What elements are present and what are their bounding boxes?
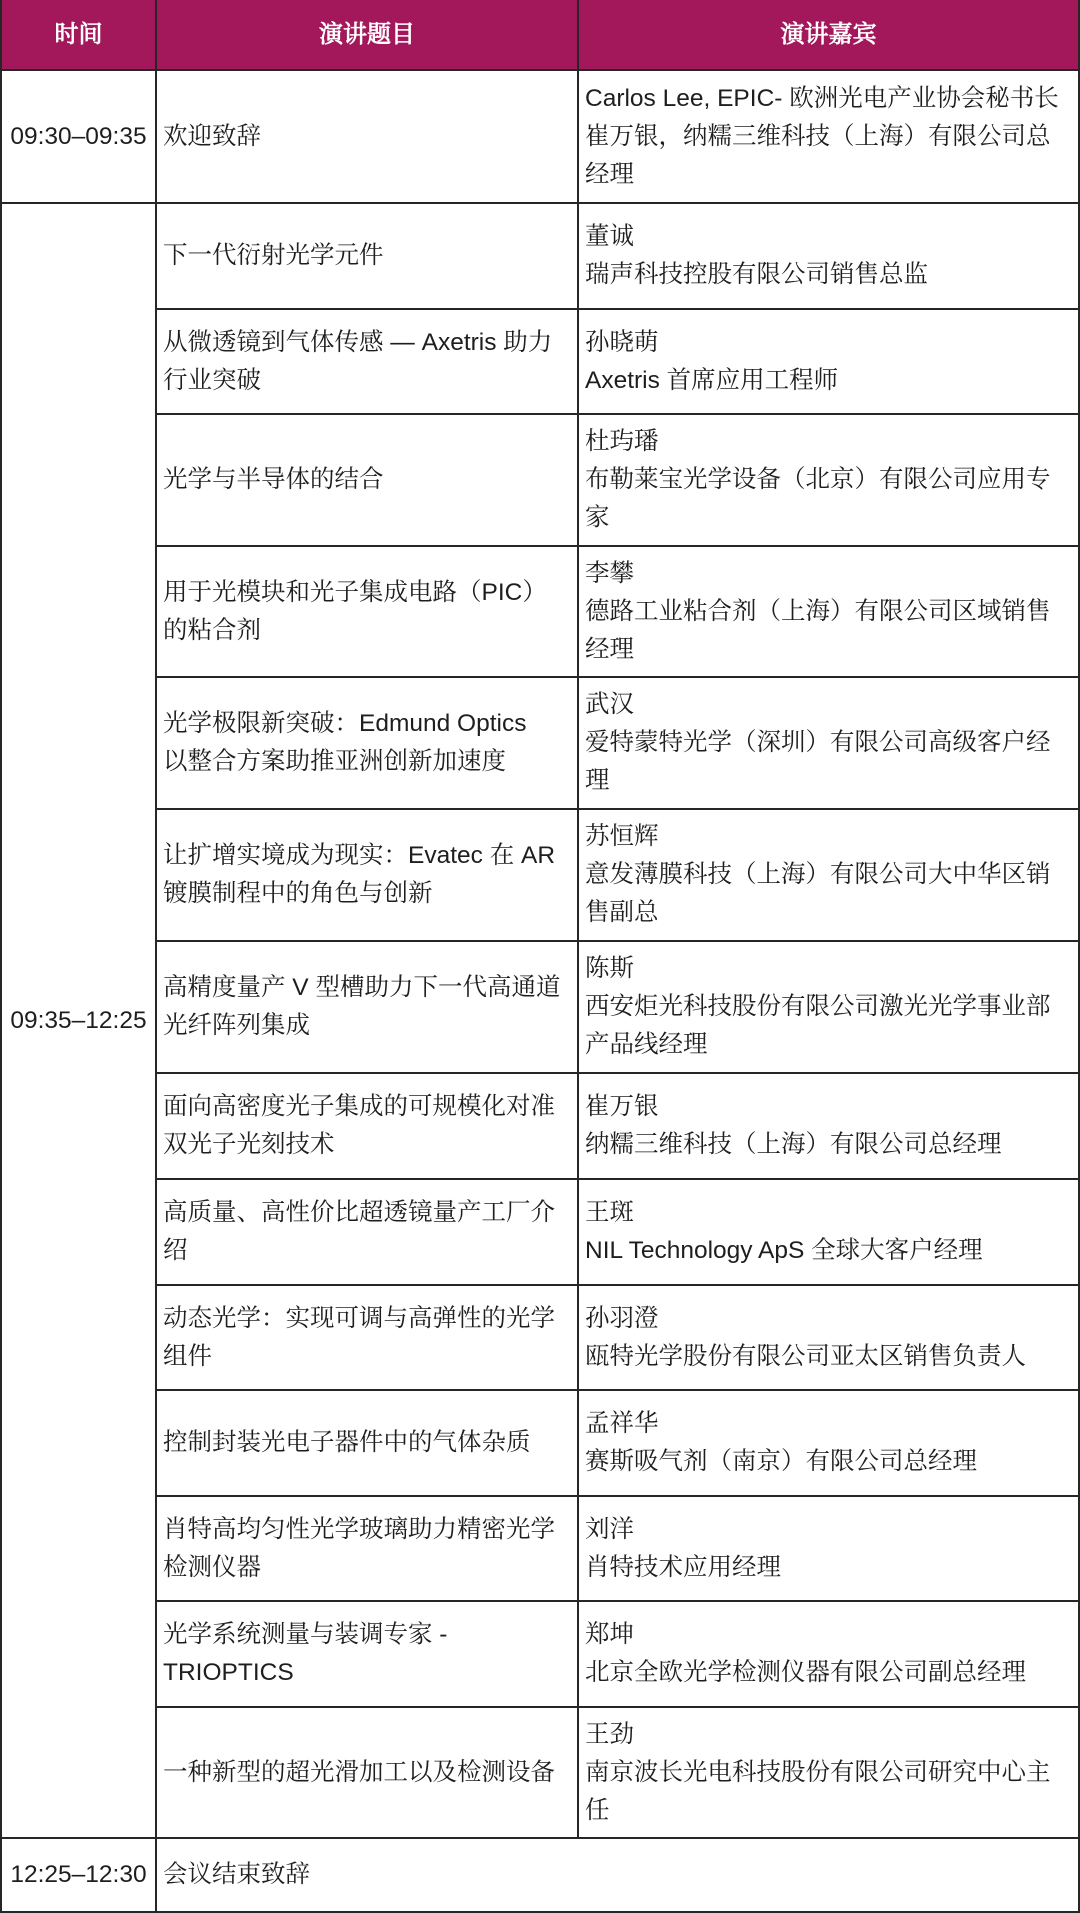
speaker-affiliation: 肖特技术应用经理 xyxy=(585,1553,781,1581)
speaker-affiliation: 西安炬光科技股份有限公司激光光学事业部 xyxy=(585,993,1051,1020)
talk-title-line: 动态光学：实现可调与高弹性的光学 xyxy=(163,1304,555,1332)
talk-title xyxy=(157,1074,579,1180)
speaker-name: 李攀 xyxy=(585,559,634,587)
speaker-name: 苏恒辉 xyxy=(585,823,659,850)
header-title-label: 演讲题目 xyxy=(319,20,415,48)
talk-title-line: 高精度量产 V 型槽助力下一代高通道 xyxy=(163,974,561,1001)
talk-title xyxy=(157,1391,579,1497)
header-speaker-label: 演讲嘉宾 xyxy=(780,20,877,48)
talk-title-line: 用于光模块和光子集成电路（PIC） xyxy=(163,578,547,606)
speaker-cell xyxy=(579,1074,1080,1180)
talk-title xyxy=(157,942,579,1074)
talk-title-line: 一种新型的超光滑加工以及检测设备 xyxy=(163,1758,555,1786)
talk-title xyxy=(157,810,579,942)
talk-title-line: 欢迎致辞 xyxy=(163,122,261,150)
speaker-affiliation: 理 xyxy=(585,767,610,794)
talk-title-line: 让扩增实境成为现实：Evatec 在 AR xyxy=(163,842,556,869)
session-time xyxy=(2,204,157,1839)
talk-title-line: 检测仪器 xyxy=(163,1553,261,1581)
speaker-affiliation: 任 xyxy=(585,1796,610,1824)
speaker-cell xyxy=(579,1708,1080,1839)
speaker-name: 董诚 xyxy=(585,223,634,250)
speaker-cell xyxy=(579,810,1080,942)
talk-title xyxy=(157,1497,579,1602)
talk-title xyxy=(157,547,579,678)
speaker-affiliation: Axetris 首席应用工程师 xyxy=(585,366,839,394)
time-text: 09:30–09:35 xyxy=(10,122,147,150)
speaker-affiliation: 爱特蒙特光学（深圳）有限公司高级客户经 xyxy=(585,729,1051,756)
talk-title-line: 光学与半导体的结合 xyxy=(163,466,384,493)
talk-title-line: 行业突破 xyxy=(163,366,261,394)
header-time-label: 时间 xyxy=(54,20,103,48)
talk-title-line: 绍 xyxy=(163,1237,188,1264)
talk-title-line: TRIOPTICS xyxy=(163,1659,294,1686)
speaker-affiliation: 纳糯三维科技（上海）有限公司总经理 xyxy=(585,1131,1002,1158)
speaker-line: 经理 xyxy=(585,160,634,188)
speaker-name: 孙晓萌 xyxy=(585,328,659,356)
speaker-affiliation: 德路工业粘合剂（上海）有限公司区域销售 xyxy=(585,597,1051,625)
talk-title-line: 组件 xyxy=(163,1342,212,1370)
header-speaker xyxy=(579,0,1080,71)
talk-title-line: 双光子光刻技术 xyxy=(163,1131,335,1158)
talk-title-line: 会议结束致辞 xyxy=(163,1861,310,1888)
speaker-affiliation: 产品线经理 xyxy=(585,1031,708,1058)
speaker-name: 王斑 xyxy=(585,1199,634,1226)
speaker-affiliation: 布勒莱宝光学设备（北京）有限公司应用专 xyxy=(585,466,1051,493)
speaker-cell xyxy=(579,1391,1080,1497)
speaker-name: 郑坤 xyxy=(585,1621,634,1648)
talk-title-line: 光学极限新突破：Edmund Optics xyxy=(163,710,527,737)
talk-title-line: 的粘合剂 xyxy=(163,616,261,644)
speaker-cell xyxy=(579,547,1080,678)
speaker-affiliation: 瓯特光学股份有限公司亚太区销售负责人 xyxy=(585,1342,1026,1370)
speaker-cell xyxy=(579,678,1080,810)
opening-time xyxy=(2,71,157,204)
speaker-affiliation: 家 xyxy=(585,504,610,531)
time-text: 09:35–12:25 xyxy=(10,1006,147,1034)
talk-title-line: 光学系统测量与装调专家 - xyxy=(163,1621,448,1648)
speaker-name: 陈斯 xyxy=(585,955,634,982)
talk-title xyxy=(157,204,579,310)
speaker-cell xyxy=(579,1180,1080,1286)
speaker-affiliation: 赛斯吸气剂（南京）有限公司总经理 xyxy=(585,1448,977,1475)
talk-title xyxy=(157,1286,579,1391)
speaker-name: 杜玙璠 xyxy=(585,428,659,455)
speaker-affiliation: 瑞声科技控股有限公司销售总监 xyxy=(585,261,928,288)
speaker-name: 孟祥华 xyxy=(585,1410,659,1437)
speaker-cell xyxy=(579,310,1080,415)
speaker-cell xyxy=(579,204,1080,310)
speaker-name: 刘洋 xyxy=(585,1515,634,1543)
speaker-cell xyxy=(579,1497,1080,1602)
speaker-affiliation: 北京全欧光学检测仪器有限公司副总经理 xyxy=(585,1659,1026,1686)
speaker-affiliation: 意发薄膜科技（上海）有限公司大中华区销 xyxy=(585,861,1051,888)
speaker-cell xyxy=(579,1286,1080,1391)
talk-title xyxy=(157,415,579,547)
speaker-affiliation: 售副总 xyxy=(585,899,659,926)
talk-title-line: 从微透镜到气体传感 — Axetris 助力 xyxy=(163,328,553,356)
opening-title xyxy=(157,71,579,204)
speaker-name: 王劲 xyxy=(585,1720,634,1748)
talk-title xyxy=(157,678,579,810)
talk-title-line: 以整合方案助推亚洲创新加速度 xyxy=(163,748,506,775)
talk-title-line: 面向高密度光子集成的可规模化对准 xyxy=(163,1093,555,1120)
speaker-cell xyxy=(579,942,1080,1074)
talk-title-line: 镀膜制程中的角色与创新 xyxy=(163,880,433,907)
closing-title xyxy=(157,1839,1080,1913)
speaker-line: 崔万银，纳糯三维科技（上海）有限公司总 xyxy=(585,122,1051,150)
talk-title xyxy=(157,1602,579,1708)
speaker-cell xyxy=(579,415,1080,547)
speaker-affiliation: 南京波长光电科技股份有限公司研究中心主 xyxy=(585,1758,1051,1786)
closing-time xyxy=(2,1839,157,1913)
speaker-affiliation: 经理 xyxy=(585,635,634,663)
talk-title-line: 高质量、高性价比超透镜量产工厂介 xyxy=(163,1199,555,1226)
talk-title-line: 控制封装光电子器件中的气体杂质 xyxy=(163,1429,531,1456)
speaker-affiliation: NIL Technology ApS 全球大客户经理 xyxy=(585,1237,983,1264)
talk-title-line: 肖特高均匀性光学玻璃助力精密光学 xyxy=(163,1515,555,1543)
speaker-cell xyxy=(579,1602,1080,1708)
speaker-line: Carlos Lee, EPIC- 欧洲光电产业协会秘书长 xyxy=(585,84,1059,112)
speaker-name: 武汉 xyxy=(585,691,634,718)
time-text: 12:25–12:30 xyxy=(10,1861,147,1888)
opening-speaker xyxy=(579,71,1080,204)
talk-title-line: 下一代衍射光学元件 xyxy=(163,242,384,269)
talk-title xyxy=(157,1708,579,1839)
speaker-name: 崔万银 xyxy=(585,1093,659,1120)
speaker-name: 孙羽澄 xyxy=(585,1304,659,1332)
talk-title xyxy=(157,1180,579,1286)
talk-title xyxy=(157,310,579,415)
header-title xyxy=(157,0,579,71)
header-time xyxy=(2,0,157,71)
talk-title-line: 光纤阵列集成 xyxy=(163,1012,310,1039)
